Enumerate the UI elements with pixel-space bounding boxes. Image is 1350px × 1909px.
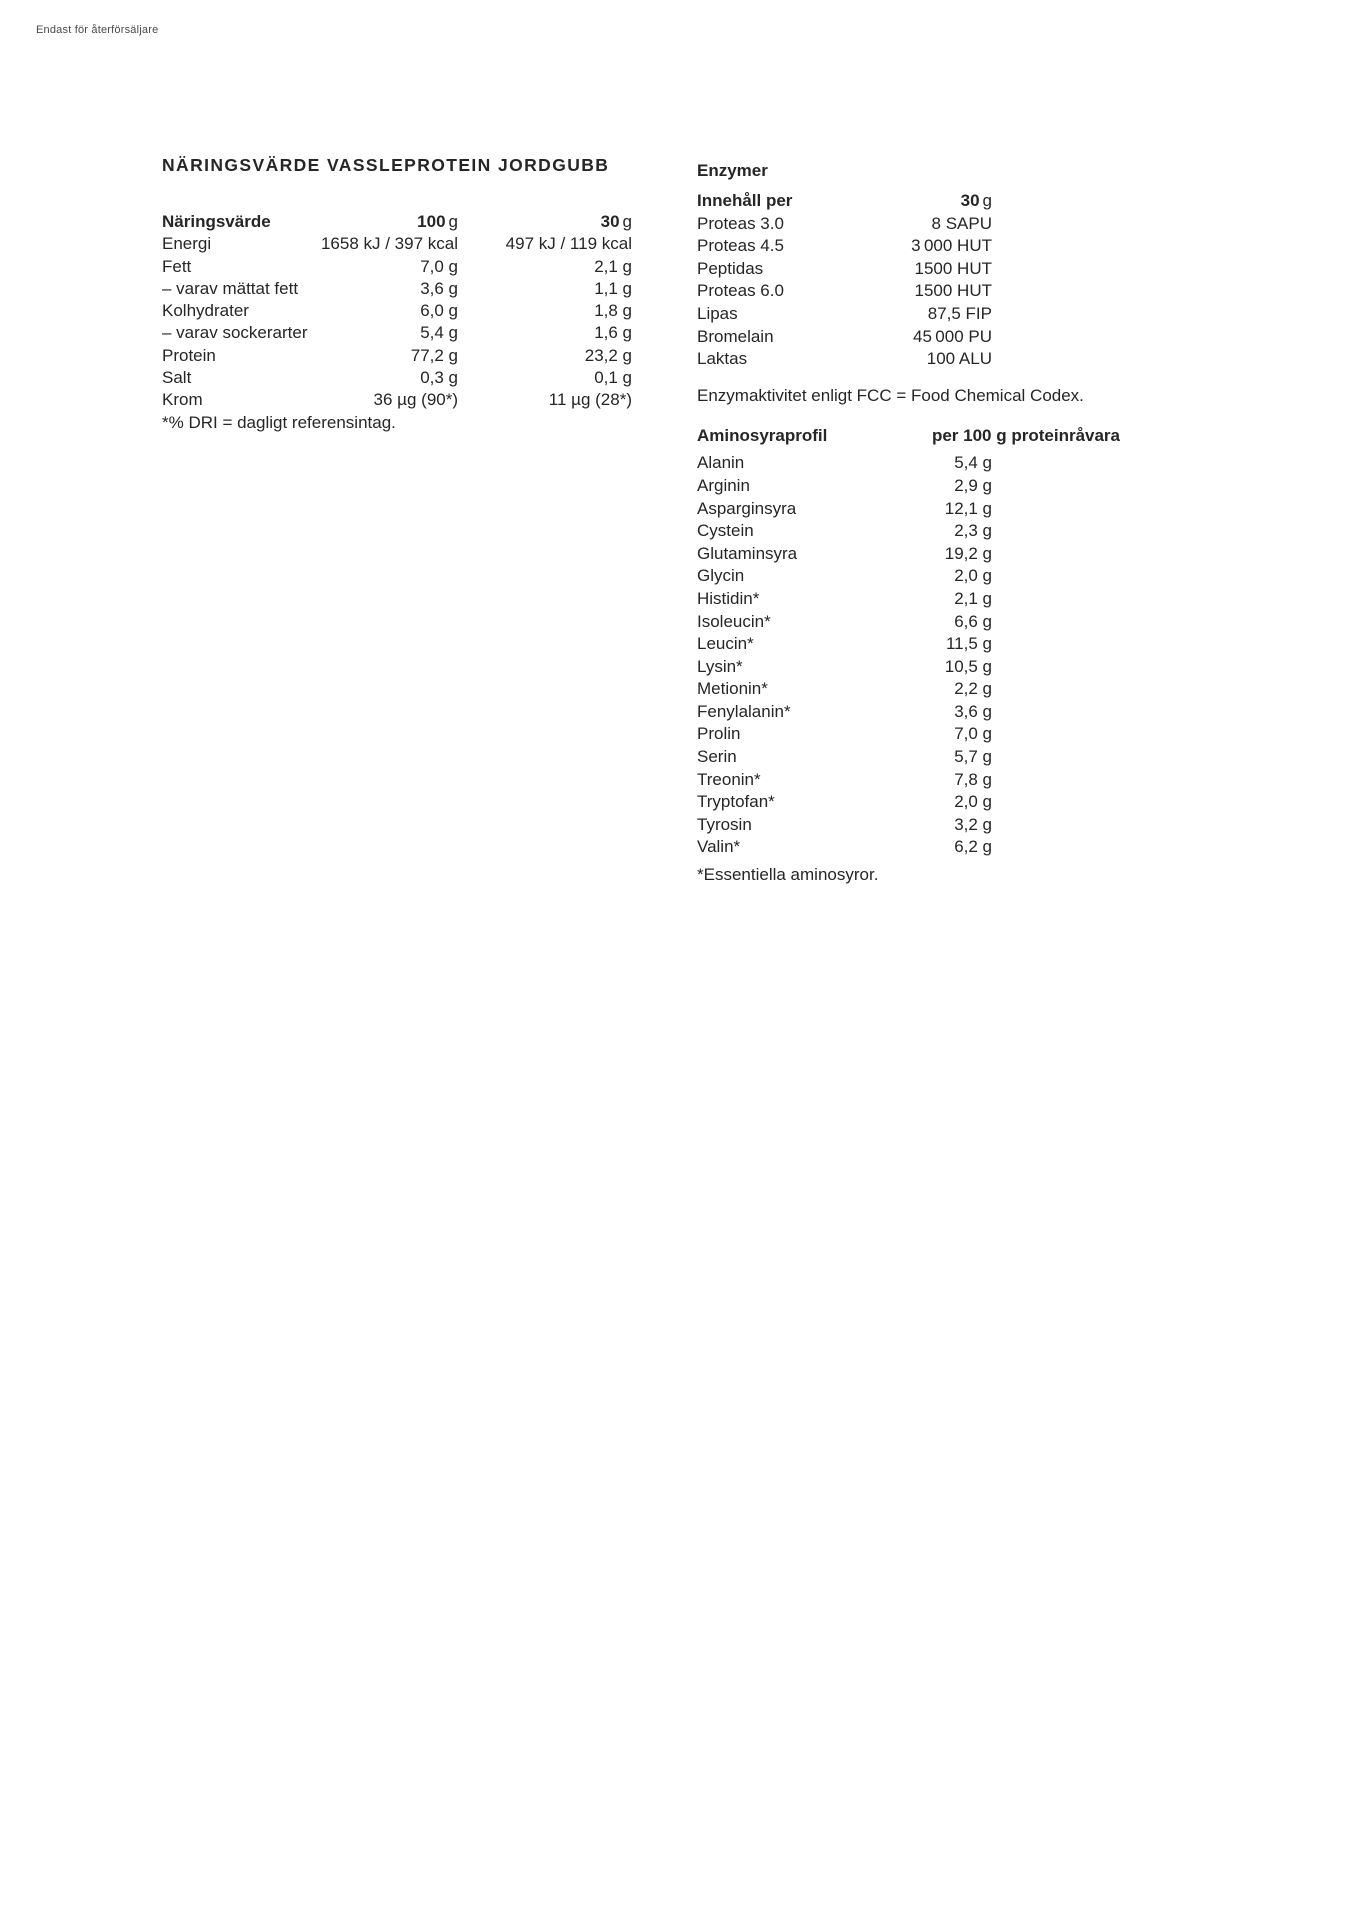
enzyme-label: Glutaminsyra: [697, 543, 798, 563]
enzyme-label: Peptidas: [697, 258, 764, 278]
nutrient-value-100g: 7,0 g: [420, 256, 458, 276]
enzyme-label: Tryptofan*: [697, 792, 775, 812]
enzyme-label: Proteas 4.5: [697, 236, 784, 256]
enzyme-label: Cystein: [697, 521, 754, 541]
enzyme-value: 3,2 g: [954, 814, 992, 834]
enzyme-label: Tyrosin: [697, 814, 752, 834]
nutrient-value-30g: 1,8 g: [594, 301, 632, 321]
enzyme-label: Treonin*: [697, 769, 761, 789]
enzyme-label: Leucin*: [697, 634, 754, 654]
enzyme-row: [697, 280, 1137, 303]
enzyme-row: [697, 258, 1137, 281]
enzyme-label: Lysin*: [697, 656, 743, 676]
enzyme-label: Prolin: [697, 724, 741, 744]
nutrient-value-30g: 497 kJ / 119 kcal: [505, 234, 632, 254]
enzyme-value: 5,4 g: [954, 453, 992, 473]
nutrient-label: Salt: [162, 368, 192, 388]
nutrition-title: NÄRINGSVÄRDE VASSLEPROTEIN JORDGUBB: [162, 155, 610, 175]
nutrient-value-100g: 0,3 g: [420, 368, 458, 388]
nutrition-row: [162, 345, 632, 367]
enzyme-label: Isoleucin*: [697, 611, 771, 631]
enzymes-table: [697, 190, 1137, 371]
nutrient-value-100g: 77,2 g: [410, 345, 458, 365]
nutrient-value-100g: 5,4 g: [420, 323, 458, 343]
nutrition-header-100g: 100 g: [417, 212, 458, 231]
enzyme-value: 2,3 g: [954, 521, 992, 541]
enzyme-value: 45 000 PU: [912, 326, 992, 346]
nutrient-value-100g: 1658 kJ / 397 kcal: [320, 234, 458, 254]
enzyme-value: 10,5 g: [944, 656, 992, 676]
enzymes-header-label: Innehåll per: [697, 191, 793, 210]
enzyme-value: 7,8 g: [954, 769, 992, 789]
enzyme-row: [697, 836, 1137, 859]
enzymes-amino-section: [697, 160, 1137, 887]
enzyme-value: 2,1 g: [954, 588, 992, 608]
enzyme-value: 1500 HUT: [914, 258, 992, 278]
nutrition-row: [162, 389, 632, 411]
enzyme-value: 2,0 g: [954, 566, 992, 586]
nutrient-value-30g: 11 µg (28*): [548, 390, 632, 410]
enzyme-rows: [697, 213, 1137, 371]
enzyme-label: Proteas 3.0: [697, 213, 784, 233]
enzyme-row: [697, 723, 1137, 746]
nutrient-label: Fett: [162, 256, 192, 276]
enzyme-row: [697, 452, 1137, 475]
enzyme-row: [697, 611, 1137, 634]
enzyme-label: Arginin: [697, 475, 750, 495]
enzyme-row: [697, 701, 1137, 724]
enzyme-row: [697, 326, 1137, 349]
nutrient-value-30g: 0,1 g: [594, 368, 632, 388]
enzyme-value: 12,1 g: [944, 498, 992, 518]
enzyme-row: [697, 746, 1137, 769]
nutrient-label: Krom: [162, 390, 203, 410]
enzyme-label: Histidin*: [697, 588, 760, 608]
nutrient-value-100g: 3,6 g: [420, 278, 458, 298]
enzyme-value: 19,2 g: [944, 543, 992, 563]
nutrition-header-30g: 30 g: [600, 212, 632, 231]
enzyme-label: Alanin: [697, 453, 745, 473]
enzyme-activity-note: Enzymaktivitet enligt FCC = Food Chemical Codex.: [697, 385, 1084, 405]
enzyme-row: [697, 348, 1137, 371]
reseller-note: Endast för återförsäljare: [36, 24, 159, 36]
enzyme-row: [697, 791, 1137, 814]
nutrient-label: Protein: [162, 345, 216, 365]
enzymes-table-header: [697, 190, 1137, 213]
enzyme-value: 5,7 g: [954, 747, 992, 767]
enzyme-value: 7,0 g: [954, 724, 992, 744]
nutrient-label: – varav sockerarter: [162, 323, 308, 343]
enzyme-value: 6,2 g: [954, 837, 992, 857]
enzyme-value: 2,0 g: [954, 792, 992, 812]
enzymes-title: Enzymer: [697, 161, 768, 180]
nutrition-section: [162, 154, 632, 434]
enzyme-row: [697, 213, 1137, 236]
nutrient-value-100g: 36 µg (90*): [373, 390, 458, 410]
enzyme-value: 2,9 g: [954, 475, 992, 495]
amino-footnote: *Essentiella aminosyror.: [697, 865, 879, 885]
enzyme-row: [697, 678, 1137, 701]
nutrient-value-30g: 23,2 g: [584, 345, 632, 365]
enzyme-label: Asparginsyra: [697, 498, 797, 518]
nutrition-rows: [162, 233, 632, 411]
amino-header-per100g: per 100 g proteinråvara: [931, 425, 1120, 445]
enzyme-value: 1500 HUT: [914, 281, 992, 301]
enzyme-row: [697, 235, 1137, 258]
enzyme-label: Proteas 6.0: [697, 281, 784, 301]
enzyme-row: [697, 769, 1137, 792]
enzyme-value: 3,6 g: [954, 701, 992, 721]
enzyme-value: 87,5 FIP: [927, 303, 992, 323]
nutrition-header-label: Näringsvärde: [162, 212, 271, 231]
enzyme-label: Bromelain: [697, 326, 774, 346]
enzyme-value: 8 SAPU: [931, 213, 992, 233]
enzyme-row: [697, 814, 1137, 837]
nutrient-value-30g: 2,1 g: [594, 256, 632, 276]
enzyme-value: 11,5 g: [945, 634, 992, 654]
nutrition-footnote: *% DRI = dagligt referensintag.: [162, 412, 396, 432]
enzyme-row: [697, 633, 1137, 656]
enzyme-label: Glycin: [697, 566, 745, 586]
enzyme-row: [697, 475, 1137, 498]
nutrition-row: [162, 278, 632, 300]
enzymes-header-30g: 30 g: [960, 191, 992, 210]
nutrient-label: – varav mättat fett: [162, 278, 299, 298]
enzyme-label: Metionin*: [697, 679, 768, 699]
amino-table-header: [697, 425, 1137, 448]
enzyme-value: 100 ALU: [926, 349, 992, 369]
amino-rows: [697, 452, 1137, 859]
enzyme-row: [697, 303, 1137, 326]
enzyme-row: [697, 520, 1137, 543]
nutrition-table: [162, 211, 632, 434]
nutrient-value-100g: 6,0 g: [420, 301, 458, 321]
nutrition-row: [162, 256, 632, 278]
nutrition-row: [162, 300, 632, 322]
enzyme-label: Laktas: [697, 349, 748, 369]
nutrient-label: Kolhydrater: [162, 301, 249, 321]
enzyme-row: [697, 498, 1137, 521]
enzyme-value: 6,6 g: [954, 611, 992, 631]
nutrition-row: [162, 233, 632, 255]
nutrition-row: [162, 367, 632, 389]
enzyme-value: 2,2 g: [954, 679, 992, 699]
nutrient-label: Energi: [162, 234, 212, 254]
enzyme-label: Serin: [697, 747, 737, 767]
nutrient-value-30g: 1,6 g: [594, 323, 632, 343]
enzyme-label: Fenylalanin*: [697, 701, 791, 721]
enzyme-row: [697, 656, 1137, 679]
enzyme-row: [697, 588, 1137, 611]
enzyme-row: [697, 543, 1137, 566]
amino-title: Aminosyraprofil: [697, 425, 828, 445]
enzyme-value: 3 000 HUT: [911, 236, 992, 256]
enzyme-label: Valin*: [697, 837, 741, 857]
enzyme-label: Lipas: [697, 303, 738, 323]
nutrient-value-30g: 1,1 g: [594, 278, 632, 298]
nutrition-row: [162, 322, 632, 344]
nutrition-table-header: [162, 211, 632, 233]
enzyme-row: [697, 565, 1137, 588]
